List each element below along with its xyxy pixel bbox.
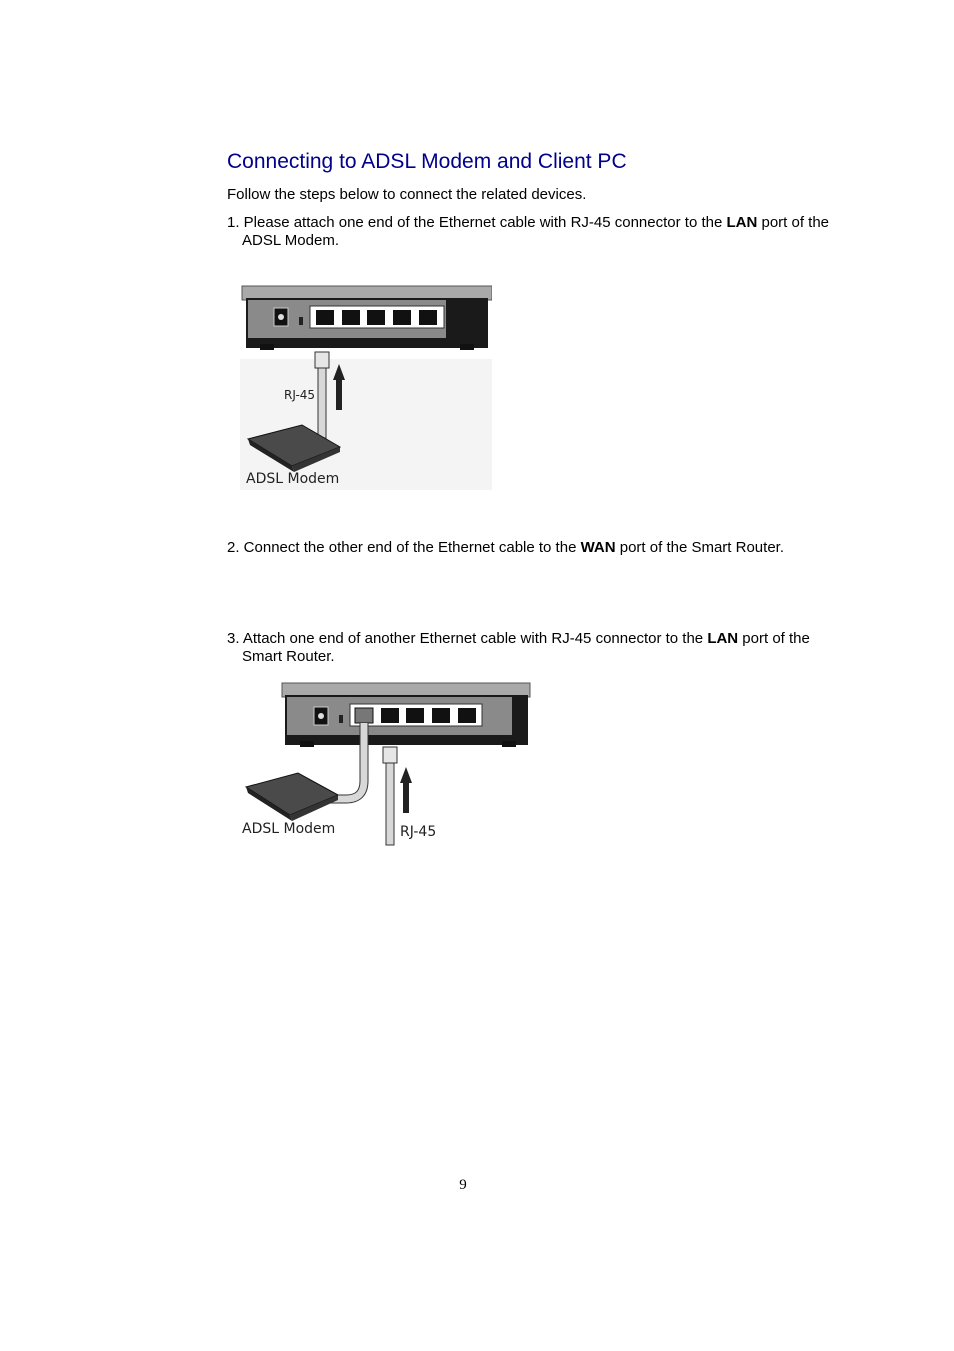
page-number: 9 <box>459 1177 467 1193</box>
step-1-text: 1. Please attach one end of the Ethernet cable with RJ-45 connector to the <box>227 214 727 231</box>
section-heading: Connecting to ADSL Modem and Client PC <box>227 150 627 173</box>
step-3-continuation: Smart Router. <box>242 648 335 665</box>
intro-text: Follow the steps below to connect the related devices. <box>227 186 587 203</box>
router-lan-diagram <box>240 284 492 490</box>
step-2 <box>227 539 877 557</box>
adsl-modem-label: ADSL Modem <box>246 471 340 487</box>
step-1 <box>227 214 877 250</box>
step-3-bold: LAN <box>707 630 739 647</box>
figure-router-lan-connection <box>240 681 532 851</box>
figure-modem-to-lan <box>240 284 492 490</box>
step-1-continuation: ADSL Modem. <box>242 232 339 249</box>
step-1-text-end: port of the <box>757 214 830 231</box>
step-2-bold: WAN <box>580 539 616 556</box>
rj45-label-2: RJ-45 <box>400 824 437 840</box>
rj45-label: RJ-45 <box>284 388 316 402</box>
step-1-bold: LAN <box>726 214 758 231</box>
step-3 <box>227 630 877 666</box>
step-2-text-end: port of the Smart Router. <box>615 539 784 556</box>
step-2-text: 2. Connect the other end of the Ethernet cable to the <box>227 539 581 556</box>
adsl-modem-label-2: ADSL Modem <box>242 821 336 837</box>
step-3-text-end: port of the <box>738 630 810 647</box>
step-3-text: 3. Attach one end of another Ethernet cable with RJ-45 connector to the <box>227 630 708 647</box>
